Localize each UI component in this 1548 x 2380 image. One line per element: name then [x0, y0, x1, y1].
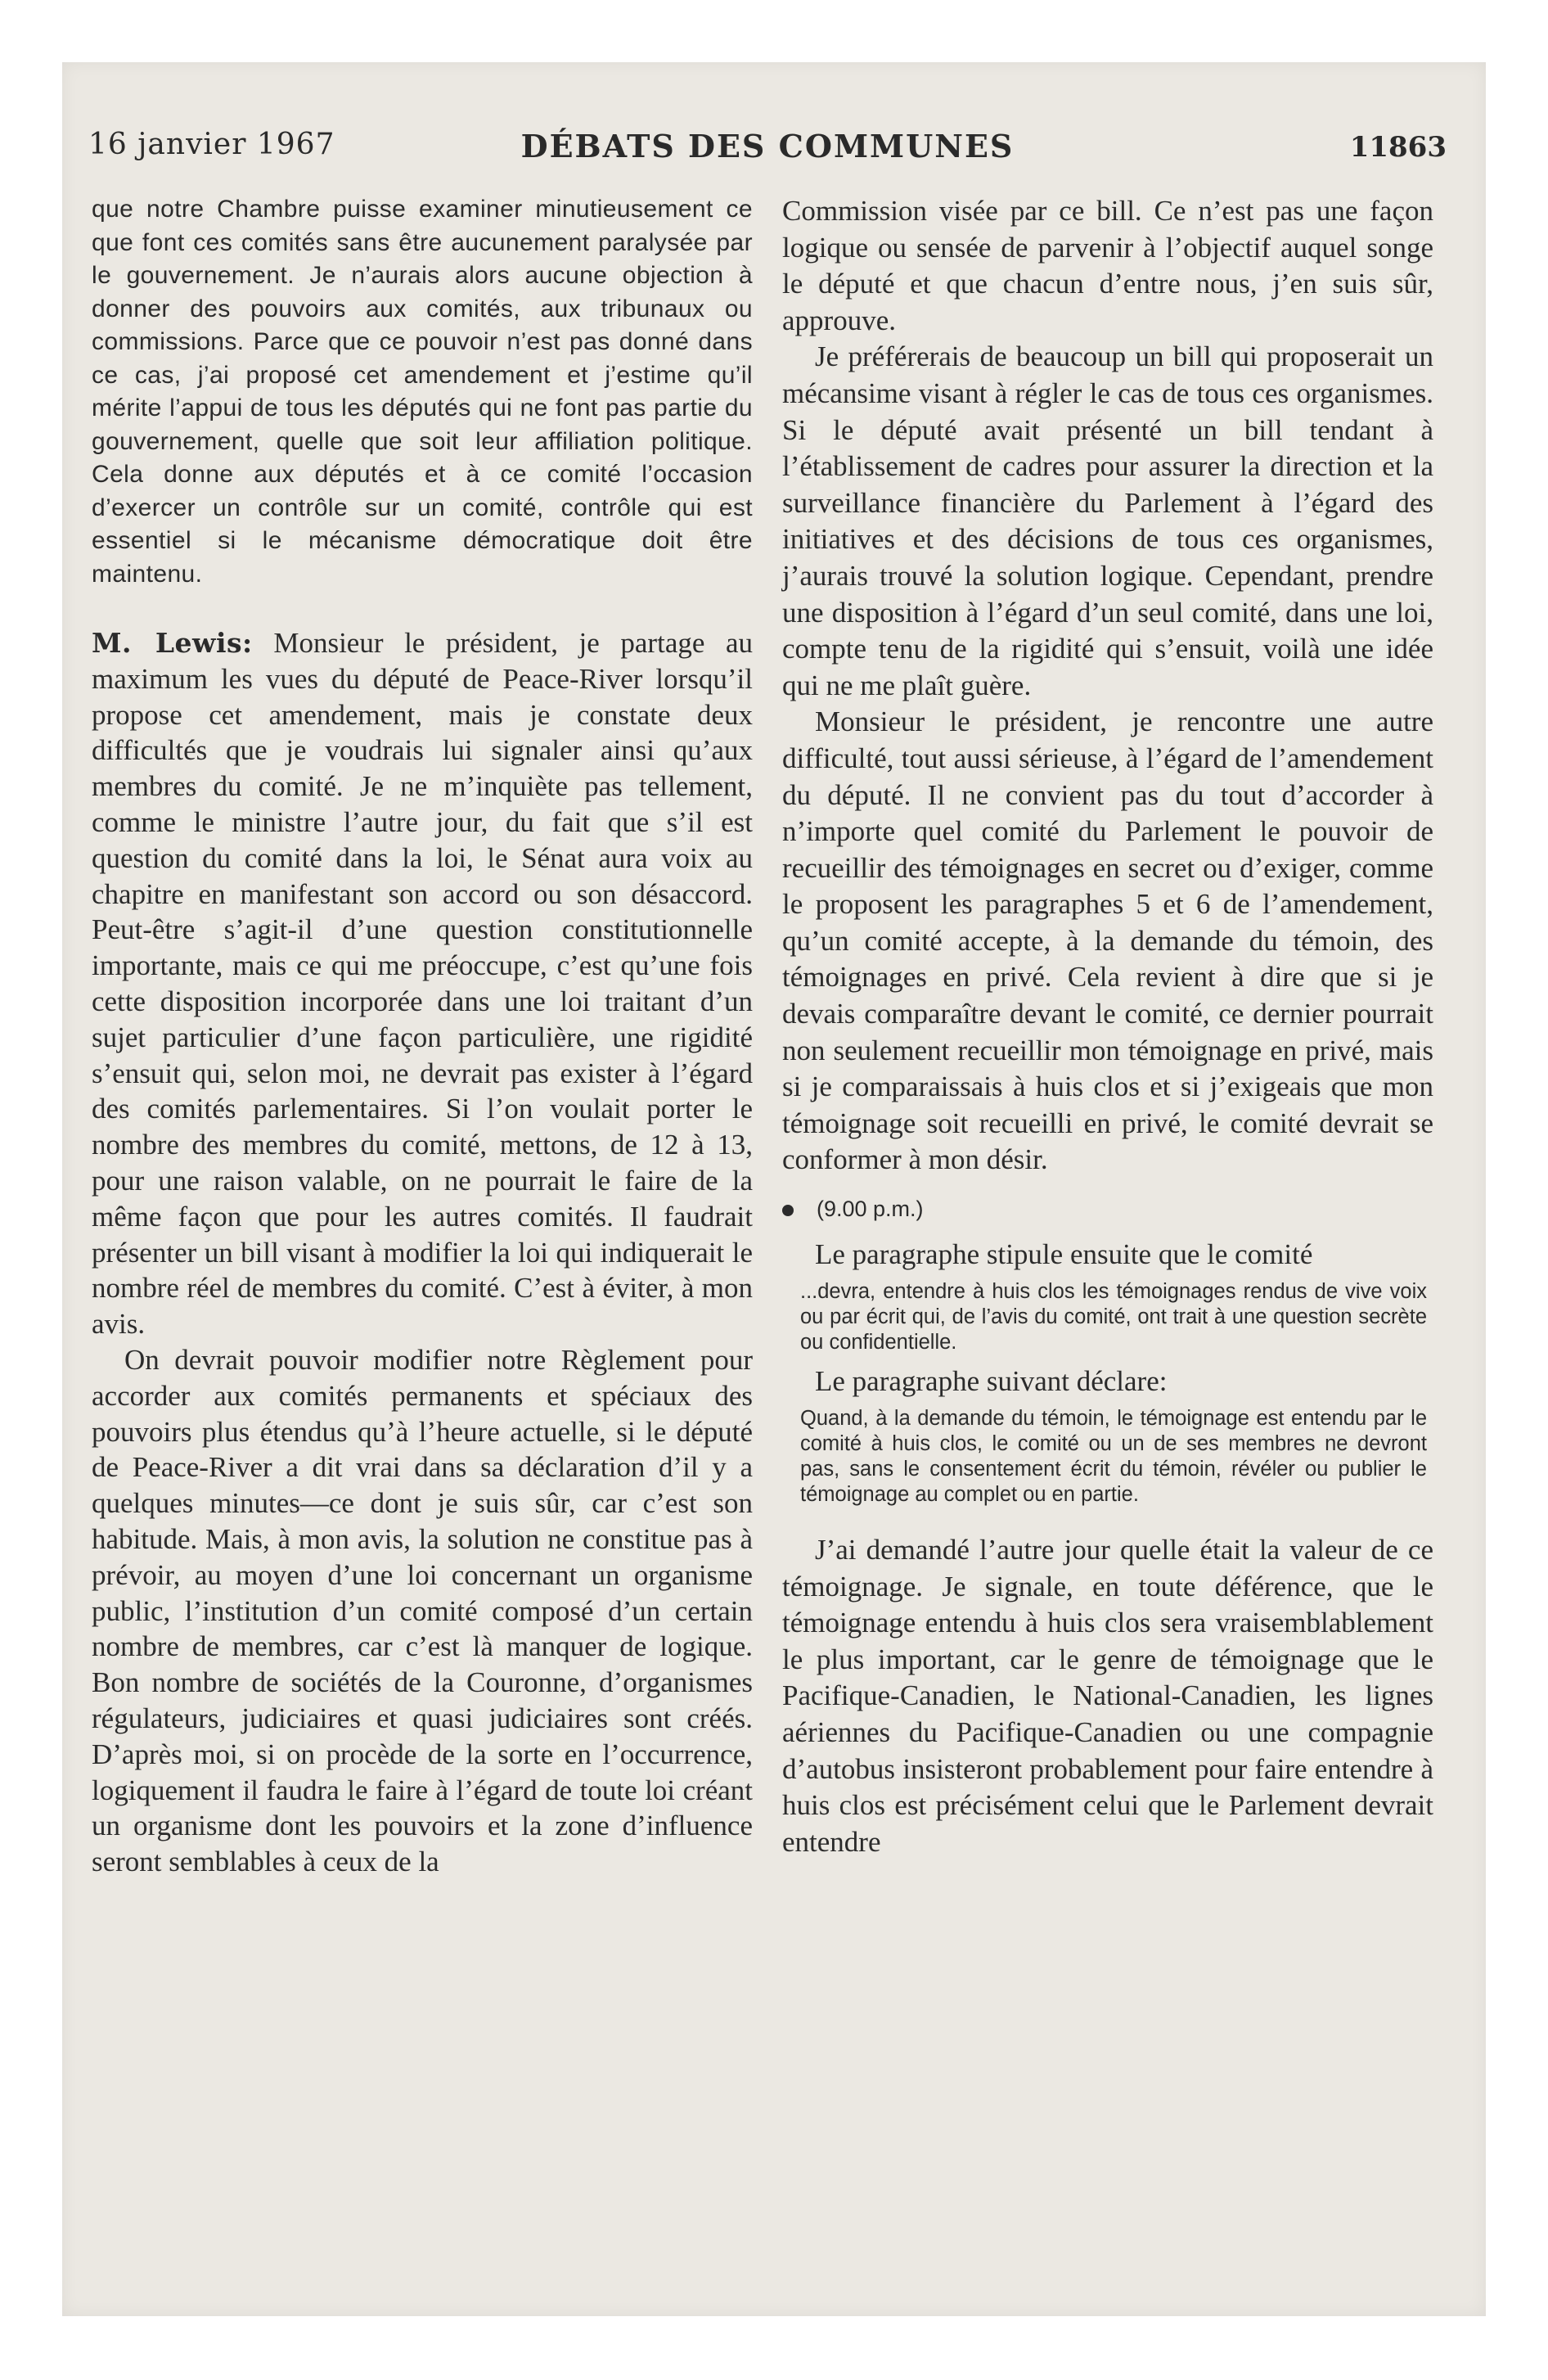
right-paragraph-4: J’ai demandé l’autre jour quelle était la valeur de ce témoignage. Je signale, en toute déférence, que le témoignage entendu à huis clos sera vraisemblablement le plus important, car le genre de témoignage que le Pacifique-Canadien, le National-Canadien, les lignes aériennes du Pacifique-Canadien ou une compagnie d’autobus insisteront probablement pour faire entendre à huis clos est précisément celui que le Parlement devrait entendre: [782, 1534, 1433, 1858]
right-paragraph-1: Commission visée par ce bill. Ce n’est pas une façon logique ou sensée de parvenir à l’objectif auquel songe le député et que chacun d’entre nous, j’en suis sûr, approuve.: [782, 195, 1433, 336]
left-paragraph-2-text: Monsieur le président, je partage au maximum les vues du député de Peace-River lorsqu’il propose cet amendement, mais je constate deux difficultés que je voudrais lui signaler ainsi qu’aux membres du comité. Je ne m’inquiète pas tellement, comme le ministre l’autre jour, du fait que s’il est question du comité dans la loi, le Sénat aura voix au chapitre en manifestant son accord ou son désaccord. Peut-être s’agit-il d’une question constitutionnelle importante, mais ce qui me préoccupe, c’est qu’une fois cette disposition incorporée dans une loi traitant d’un sujet particulier d’une façon particulière, une rigidité s’ensuit qui, selon moi, ne devrait pas exister à l’égard des comités parlementaires. Si l’on voulait porter le nombre des membres du comité, mettons, de 12 à 13, pour une raison valable, on ne pourrait le faire de la même façon que pour les autres comités. Il faudrait présenter un bill visant à modifier la loi qui indiquerait le nombre réel de membres du comité. C’est à éviter, à mon avis.: [92, 627, 754, 1341]
right-paragraph-3: Monsieur le président, je rencontre une autre difficulté, tout aussi sérieuse, à l’égard de l’amendement du député. Il ne convient pas du tout d’accorder à n’importe quel comité du Parlement le pouvoir de recueillir des témoignages en secret ou d’exiger, comme le proposent les paragraphes 5 et 6 de l’amendement, qu’un comité accepte, à la demande du témoin, des témoignages en privé. Cela revient à dire que si je devais comparaître devant le comité, ce dernier pourrait non seulement recueillir mon témoignage en privé, mais si je comparaissais à huis clos et si j’exigeais que mon témoignage soit recueilli en privé, le comité devrait se conformer à mon désir.: [782, 705, 1433, 1176]
left-paragraph-2: [92, 625, 753, 1342]
time-stamp-text: (9.00 p.m.): [817, 1197, 924, 1222]
page-number: 11863: [1349, 131, 1447, 164]
speaker-name: M. Lewis:: [92, 627, 253, 659]
quote-intro-2: Le paragraphe suivant déclare:: [815, 1365, 1168, 1398]
page-header: [88, 128, 1447, 177]
quote-block-2: Quand, à la demande du témoin, le témoignage est entendu par le comité à huis clos, le comité ou un de ses membres ne devront pas, sans le consentement écrit du témoin, révéler ou publier le témoignage au complet ou en partie.: [800, 1407, 1427, 1507]
left-column: [92, 193, 753, 1880]
quote-intro-1: Le paragraphe stipule ensuite que le comité: [815, 1238, 1313, 1271]
time-stamp: [782, 1197, 1433, 1222]
header-date: 16 janvier 1967: [88, 128, 335, 161]
quote-block-1: ...devra, entendre à huis clos les témoignages rendus de vive voix ou par écrit qui, de l’avis du comité, ont trait à une question secrète ou confidentielle.: [800, 1280, 1427, 1355]
header-title: DÉBATS DES COMMUNES: [520, 128, 1015, 165]
left-paragraph-3: On devrait pouvoir modifier notre Règlement pour accorder aux comités permanents et spéciaux des pouvoirs plus étendus qu’à l’heure actuelle, si le député de Peace-River a dit vrai dans sa déclaration d’il y a quelques minutes—ce dont je suis sûr, car c’est son habitude. Mais, à mon avis, la solution ne constitue pas à prévoir, au moyen d’une loi concernant un organisme public, l’institution d’un comité composé d’un certain nombre de membres, car c’est là manquer de logique. Bon nombre de sociétés de la Couronne, d’organismes régulateurs, judiciaires et quasi judiciaires sont créés. D’après moi, si on procède de la sorte en l’occurrence, logiquement il faudra le faire à l’égard de toute loi créant un organisme dont les pouvoirs et la zone d’influence seront semblables à ceux de la: [92, 1343, 753, 1878]
left-paragraph-1: que notre Chambre puisse examiner minutieusement ce que font ces comités sans être aucunement paralysée par le gouvernement. Je n’aurais alors aucune objection à donner des pouvoirs aux comités, aux tribunaux ou commissions. Parce que ce pouvoir n’est pas donné dans ce cas, j’ai proposé cet amendement et j’estime qu’il mérite l’appui de tous les députés qui ne font pas partie du gouvernement, quelle que soit leur affiliation politique. Cela donne aux députés et à ce comité l’occasion d’exercer un contrôle sur un comité, contrôle qui est essentiel si le mécanisme démocratique doit être maintenu.: [92, 196, 753, 588]
right-paragraph-2: Je préférerais de beaucoup un bill qui proposerait un mécansime visant à régler le cas de tous ces organismes. Si le député avait présenté un bill tendant à l’établissement de cadres pour assurer la direction et la surveillance financière du Parlement à l’égard des initiatives et des décisions de tous ces organismes, j’aurais trouvé la solution logique. Cependant, prendre une disposition à l’égard d’un seul comité, dans une loi, compte tenu de la rigidité qui s’ensuit, voilà une idée qui ne me plaît guère.: [782, 340, 1433, 701]
bullet-icon: [782, 1205, 794, 1216]
right-column: [782, 193, 1433, 1860]
